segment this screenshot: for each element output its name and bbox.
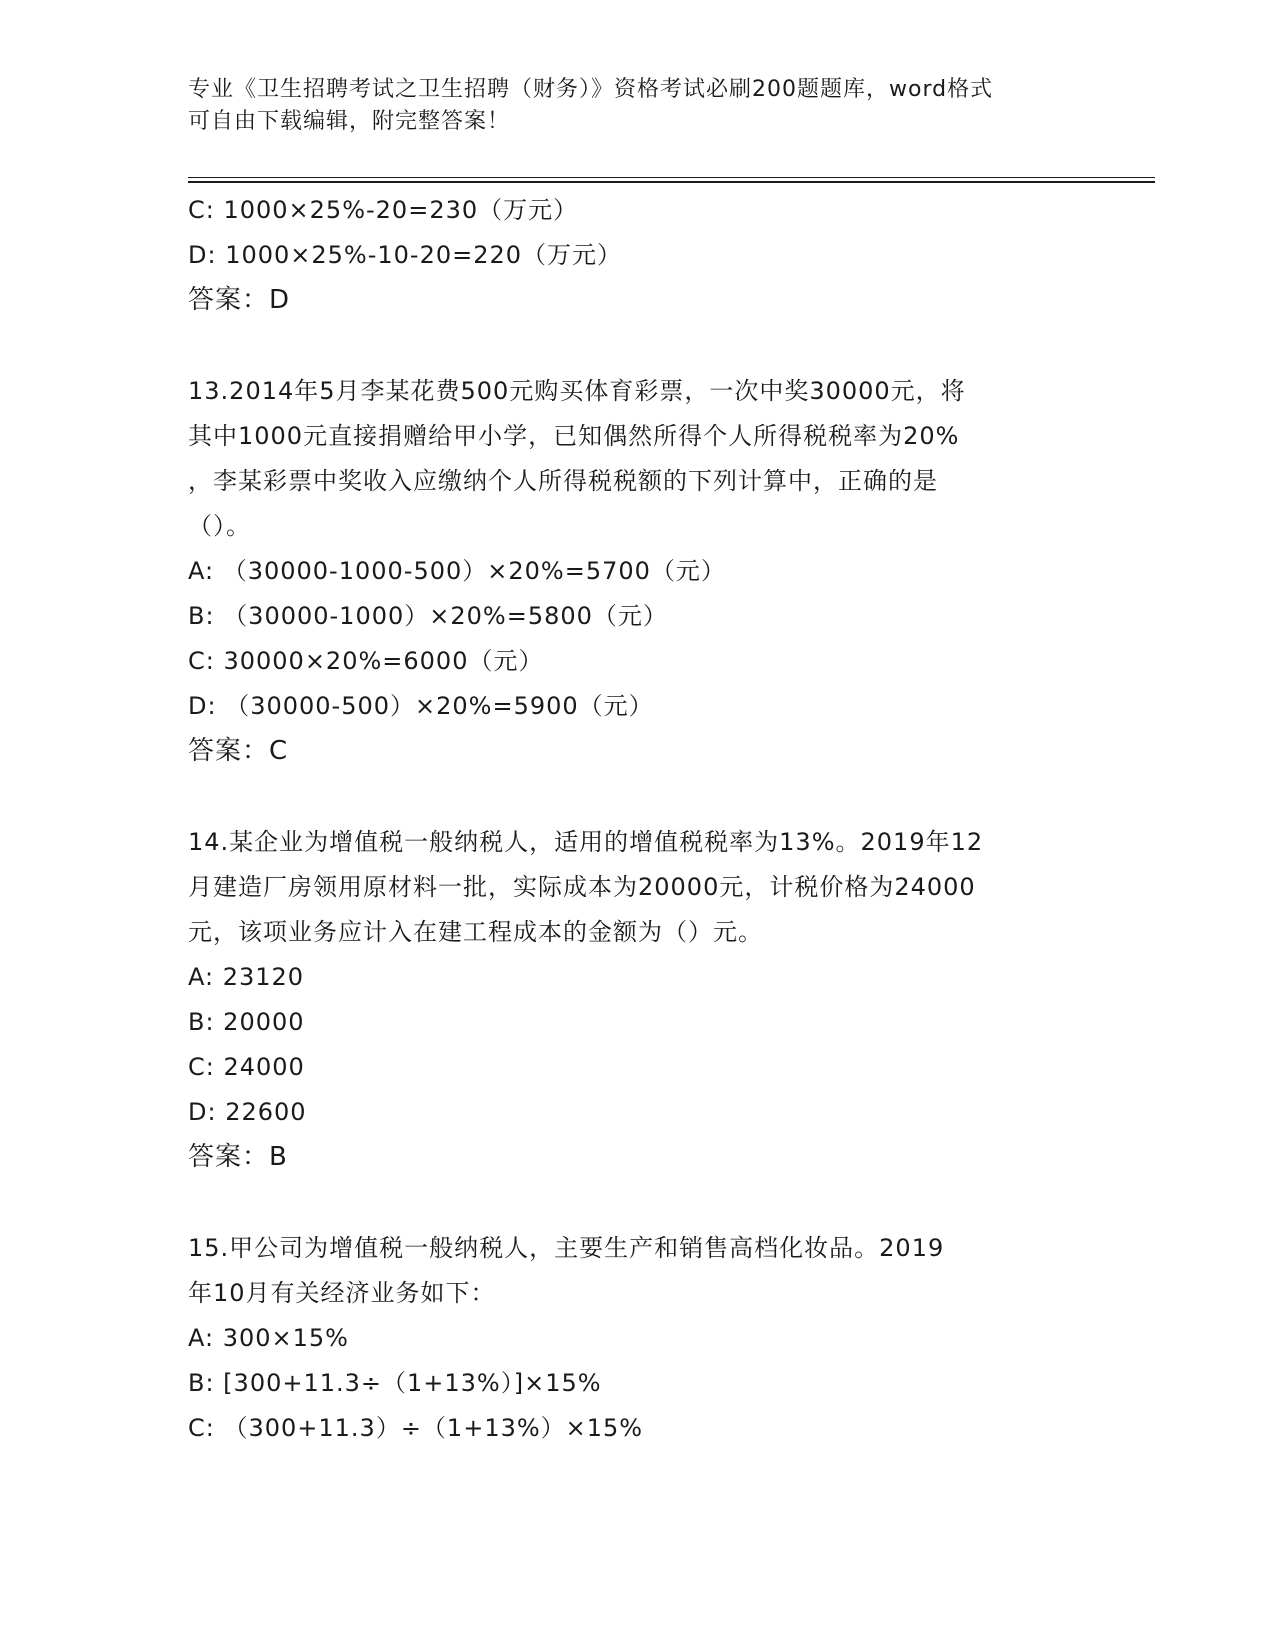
option-b: B: 20000 [188, 1008, 305, 1036]
option-a: A: （30000-1000-500）×20%=5700（元） [188, 557, 726, 585]
question-12-continuation [188, 188, 1088, 323]
question-15 [188, 1226, 1088, 1451]
header-title-line-1: 专业《卫生招聘考试之卫生招聘（财务）》资格考试必刷200题题库，word格式 [188, 77, 994, 102]
option-b: B: （30000-1000）×20%=5800（元） [188, 602, 668, 630]
question-14 [188, 820, 1088, 1180]
stem-line: 元，该项业务应计入在建工程成本的金额为（）元。 [188, 918, 763, 946]
header-divider-thin [188, 177, 1155, 178]
option-c: C: 30000×20%=6000（元） [188, 647, 544, 675]
stem-line: （）。 [188, 512, 251, 540]
stem-line: ，李某彩票中奖收入应缴纳个人所得税税额的下列计算中，正确的是 [188, 467, 938, 495]
option-d: D: （30000-500）×20%=5900（元） [188, 692, 654, 720]
header-title-line-2: 可自由下载编辑，附完整答案！ [188, 109, 511, 134]
stem-line: 15.甲公司为增值税一般纳税人，主要生产和销售高档化妆品。2019 [188, 1234, 945, 1262]
stem-line: 其中1000元直接捐赠给甲小学，已知偶然所得个人所得税税率为20% [188, 422, 960, 450]
question-content [188, 188, 1088, 1451]
question-13 [188, 369, 1088, 774]
question-stem [188, 369, 1088, 549]
stem-line: 年10月有关经济业务如下： [188, 1279, 496, 1307]
stem-line: 13.2014年5月李某花费500元购买体育彩票，一次中奖30000元，将 [188, 377, 966, 405]
question-stem [188, 820, 1088, 955]
answer-label: 答案：D [188, 285, 291, 315]
question-stem [188, 1226, 1088, 1316]
option-d: D: 22600 [188, 1098, 307, 1126]
option-c: C: 1000×25%-20=230（万元） [188, 196, 579, 224]
header-divider-thick [188, 181, 1155, 183]
option-a: A: 23120 [188, 963, 305, 991]
option-d: D: 1000×25%-10-20=220（万元） [188, 241, 623, 269]
stem-line: 月建造厂房领用原材料一批，实际成本为20000元，计税价格为24000 [188, 873, 976, 901]
option-b: B: [300+11.3÷（1+13%）]×15% [188, 1369, 602, 1397]
option-c: C: 24000 [188, 1053, 305, 1081]
answer-label: 答案：C [188, 736, 289, 766]
option-c: C: （300+11.3）÷（1+13%）×15% [188, 1414, 644, 1442]
document-header [188, 74, 1068, 138]
answer-label: 答案：B [188, 1142, 288, 1172]
stem-line: 14.某企业为增值税一般纳税人，适用的增值税税率为13%。2019年12 [188, 828, 984, 856]
option-a: A: 300×15% [188, 1324, 349, 1352]
